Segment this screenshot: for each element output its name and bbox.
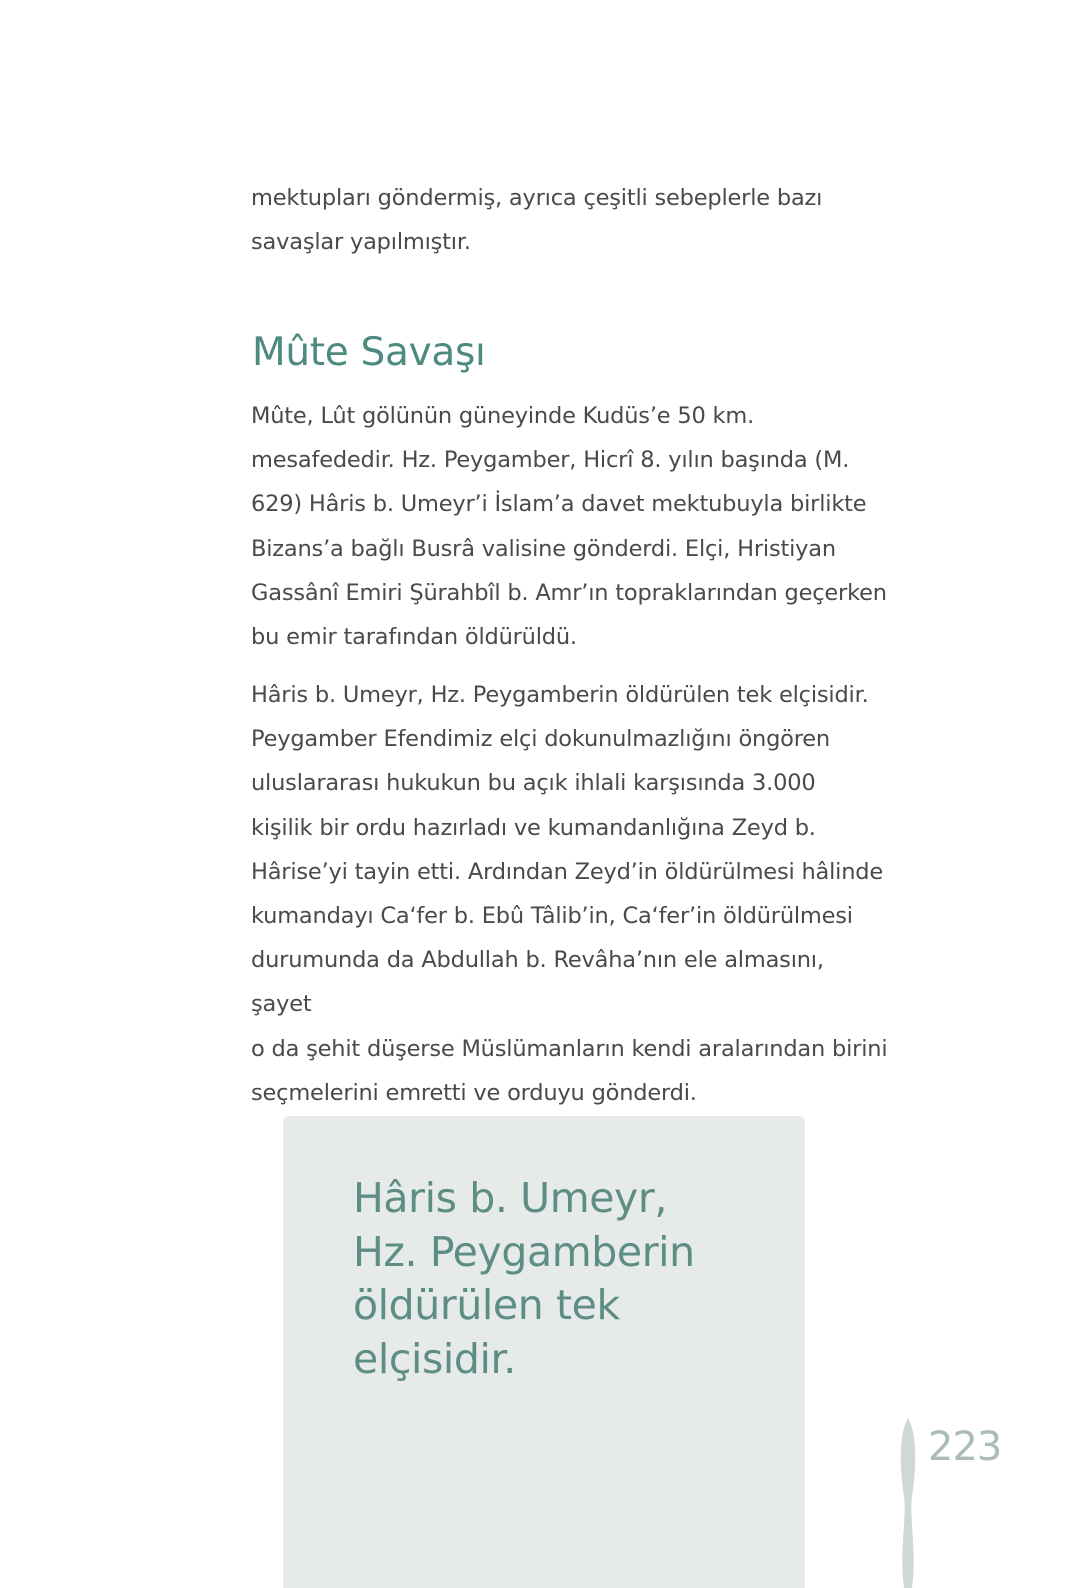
text-line: Hâris b. Umeyr, Hz. Peygamberin öldürülen tek elçisidir. xyxy=(251,682,869,708)
text-line: seçmelerini emretti ve orduyu gönderdi. xyxy=(251,1079,697,1106)
text-line: o da şehit düşerse Müslümanların kendi aralarından birini xyxy=(251,1035,888,1062)
page-number: 223 xyxy=(928,1424,1002,1470)
pull-quote-line: elçisidir. xyxy=(353,1334,516,1383)
text-line: Hârise’yi tayin etti. Ardından Zeyd’in öldürülmesi hâlinde xyxy=(251,858,884,885)
body-paragraph-1 xyxy=(251,394,891,659)
pull-quote-line: Hz. Peygamberin xyxy=(353,1227,695,1276)
text-line: uluslararası hukukun bu açık ihlali karşısında 3.000 xyxy=(251,770,816,797)
text-line: Mûte, Lût gölünün güneyinde Kudüs’e 50 km. xyxy=(251,403,755,429)
text-line: kişilik bir ordu hazırladı ve kumandanlığına Zeyd b. xyxy=(251,814,816,841)
pull-quote-line: Hâris b. Umeyr, xyxy=(353,1174,668,1222)
body-paragraph-2 xyxy=(251,673,891,1115)
text-line: savaşlar yapılmıştır. xyxy=(251,229,471,256)
pull-quote-line: öldürülen tek xyxy=(353,1281,620,1329)
text-line: Peygamber Efendimiz elçi dokunulmazlığını öngören xyxy=(251,726,830,753)
pull-quote-box xyxy=(283,1116,805,1588)
intro-paragraph xyxy=(251,176,891,264)
pull-quote-text xyxy=(353,1172,773,1386)
text-line: Bizans’a bağlı Busrâ valisine gönderdi. Elçi, Hristiyan xyxy=(251,535,836,562)
text-line: kumandayı Ca‘fer b. Ebû Tâlib’in, Ca‘fer’in öldürülmesi xyxy=(251,903,853,930)
text-line: durumunda da Abdullah b. Revâha’nın ele almasını, şayet xyxy=(251,947,824,1018)
text-line: Gassânî Emiri Şürahbîl b. Amr’ın topraklarından geçerken xyxy=(251,579,887,606)
section-heading: Mûte Savaşı xyxy=(252,330,486,375)
text-line: 629) Hâris b. Umeyr’i İslam’a davet mektubuyla birlikte xyxy=(251,491,867,518)
text-line: mektupları göndermiş, ayrıca çeşitli sebeplerle bazı xyxy=(251,185,823,211)
text-line: mesafededir. Hz. Peygamber, Hicrî 8. yılın başında (M. xyxy=(251,447,850,474)
page-ornament-icon xyxy=(896,1418,920,1588)
text-line: bu emir tarafından öldürüldü. xyxy=(251,624,577,651)
